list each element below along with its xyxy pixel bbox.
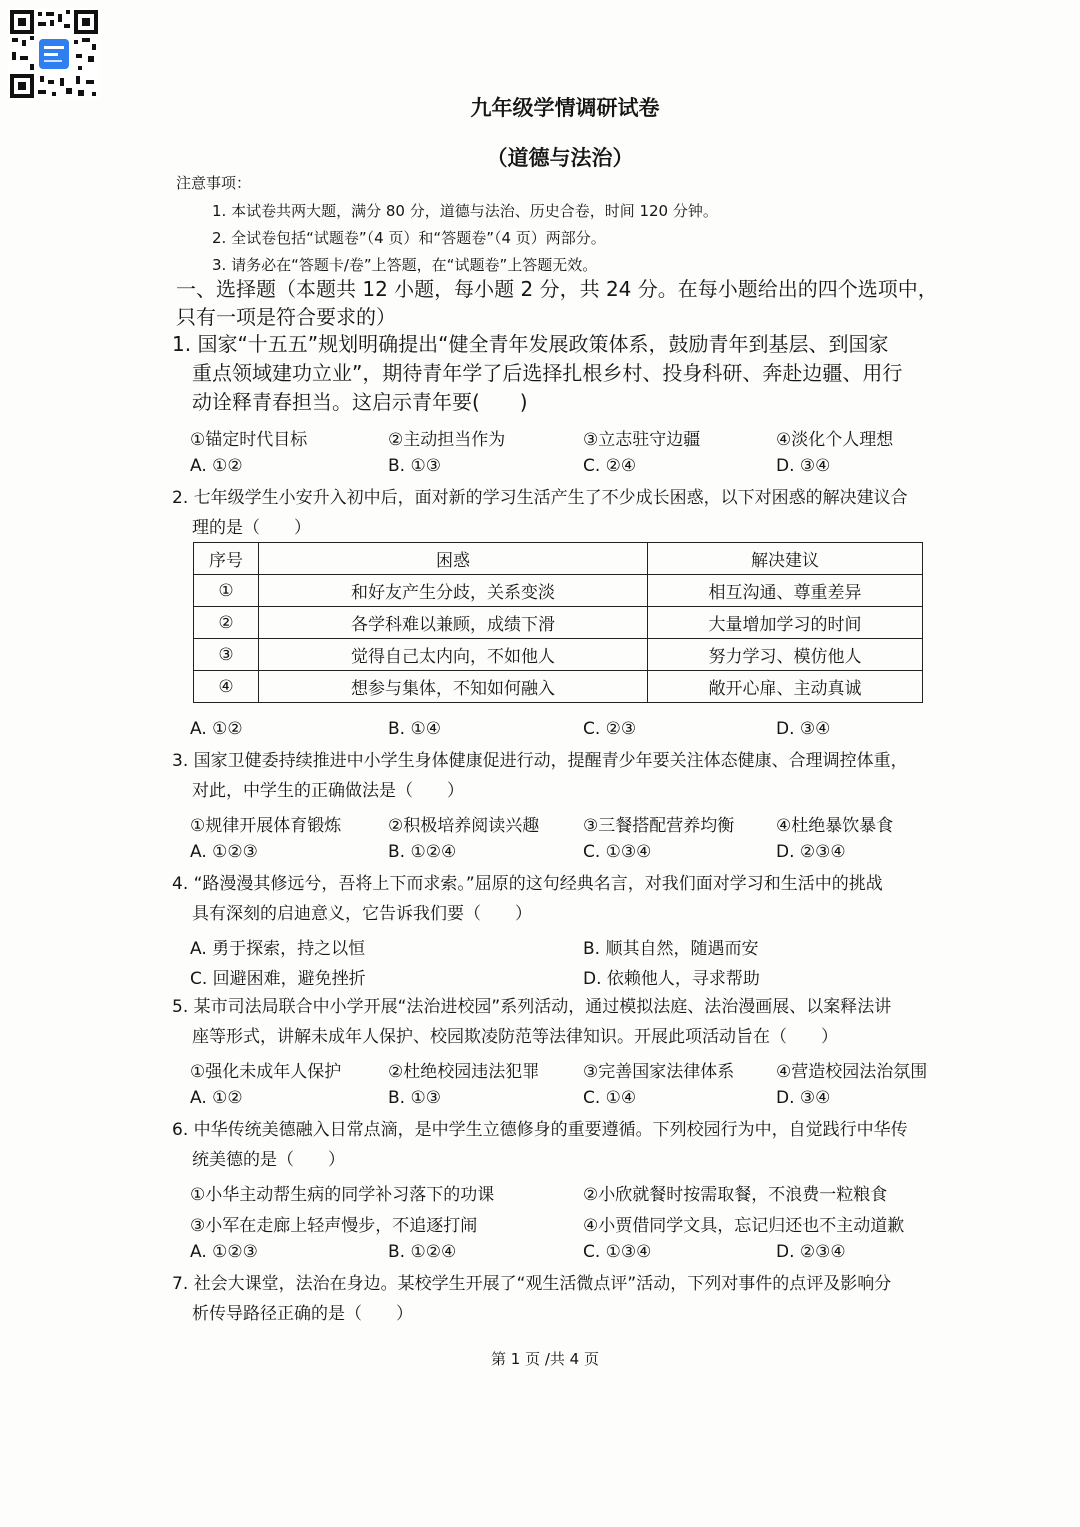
item: ②积极培养阅读兴趣 xyxy=(388,816,540,836)
confusion-table xyxy=(193,542,923,703)
option-b: B. ①④ xyxy=(388,719,441,739)
column-header: 序号 xyxy=(194,543,259,575)
item: ②主动担当作为 xyxy=(388,430,506,450)
table-cell: 大量增加学习的时间 xyxy=(648,607,923,639)
table-cell: ④ xyxy=(194,671,259,703)
table-header-row xyxy=(194,543,923,575)
table-cell: 努力学习、模仿他人 xyxy=(648,639,923,671)
question-2 xyxy=(172,483,908,543)
option-d: D. ②③④ xyxy=(776,842,846,862)
option-c: C. ①④ xyxy=(583,1088,637,1108)
question-line: 统美德的是（ ） xyxy=(192,1150,345,1170)
table-cell: ① xyxy=(194,575,259,607)
table-cell: ② xyxy=(194,607,259,639)
option-c: C. ①③④ xyxy=(583,1242,652,1262)
table-cell: 敞开心扉、主动真诚 xyxy=(648,671,923,703)
table-cell: 和好友产生分歧，关系变淡 xyxy=(259,575,648,607)
question-line: 具有深刻的启迪意义，它告诉我们要（ ） xyxy=(192,904,532,924)
qr-code xyxy=(8,8,100,100)
question-line: 座等形式，讲解未成年人保护、校园欺凌防范等法律知识。开展此项活动旨在（ ） xyxy=(192,1027,838,1047)
question-4 xyxy=(172,869,883,929)
option-a: A. ①②③ xyxy=(190,842,258,862)
item: ①强化未成年人保护 xyxy=(190,1062,342,1082)
item: ④营造校园法治氛围 xyxy=(776,1062,928,1082)
option-a: A. ①②③ xyxy=(190,1242,258,1262)
item: ②小欣就餐时按需取餐，不浪费一粒粮食 xyxy=(583,1185,888,1205)
item: ③立志驻守边疆 xyxy=(583,430,701,450)
table-cell: 想参与集体，不知如何融入 xyxy=(259,671,648,703)
option-c: C. ②④ xyxy=(583,456,637,476)
question-line: 2. 七年级学生小安升入初中后，面对新的学习生活产生了不少成长困惑，以下对困惑的解决建议合 xyxy=(172,488,908,508)
question-line: 5. 某市司法局联合中小学开展“法治进校园”系列活动，通过模拟法庭、法治漫画展、以案释法讲 xyxy=(172,997,892,1017)
option-b: B. ①③ xyxy=(388,1088,441,1108)
option-d: D. ②③④ xyxy=(776,1242,846,1262)
question-line: 析传导路径正确的是（ ） xyxy=(192,1304,413,1324)
subject-title: （道德与法治） xyxy=(486,146,634,170)
question-3 xyxy=(172,746,908,806)
table-cell: ③ xyxy=(194,639,259,671)
option-a: A. 勇于探索，持之以恒 xyxy=(190,939,366,959)
notice-item: 1. 本试卷共两大题，满分 80 分，道德与法治、历史合卷，时间 120 分钟。 xyxy=(212,202,718,220)
question-5 xyxy=(172,992,891,1052)
option-c: C. ②③ xyxy=(583,719,637,739)
question-line: 4. “路漫漫其修远兮，吾将上下而求索。”屈原的这句经典名言，对我们面对学习和生活中的挑战 xyxy=(172,874,883,894)
item: ④杜绝暴饮暴食 xyxy=(776,816,894,836)
option-a: A. ①② xyxy=(190,719,243,739)
item: ③完善国家法律体系 xyxy=(583,1062,735,1082)
option-a: A. ①② xyxy=(190,1088,243,1108)
item: ②杜绝校园违法犯罪 xyxy=(388,1062,540,1082)
item: ③三餐搭配营养均衡 xyxy=(583,816,735,836)
table-row xyxy=(194,671,923,703)
option-d: D. ③④ xyxy=(776,1088,831,1108)
item: ①锚定时代目标 xyxy=(190,430,308,450)
notice-heading: 注意事项： xyxy=(176,174,252,192)
table-cell: 各学科难以兼顾，成绩下滑 xyxy=(259,607,648,639)
question-line: 3. 国家卫健委持续推进中小学生身体健康促进行动，提醒青少年要关注体态健康、合理调控体重， xyxy=(172,751,908,771)
section-heading: 一、选择题（本题共 12 小题，每小题 2 分，共 24 分。在每小题给出的四个选项中，只有一项是符合要求的） xyxy=(176,277,938,329)
exam-title: 九年级学情调研试卷 xyxy=(470,96,660,120)
question-line: 动诠释青春担当。这启示青年要( ) xyxy=(192,390,528,414)
question-line: 理的是（ ） xyxy=(192,518,311,538)
option-b: B. ①②④ xyxy=(388,1242,457,1262)
option-d: D. 依赖他人，寻求帮助 xyxy=(583,969,760,989)
option-c: C. ①③④ xyxy=(583,842,652,862)
option-b: B. ①②④ xyxy=(388,842,457,862)
question-1 xyxy=(172,330,902,417)
page-number: 第 1 页 /共 4 页 xyxy=(491,1350,599,1368)
table-row xyxy=(194,575,923,607)
notice-item: 3. 请务必在“答题卡/卷”上答题，在“试题卷”上答题无效。 xyxy=(212,256,598,274)
item: ①小华主动帮生病的同学补习落下的功课 xyxy=(190,1185,495,1205)
option-a: A. ①② xyxy=(190,456,243,476)
question-line: 6. 中华传统美德融入日常点滴，是中学生立德修身的重要遵循。下列校园行为中，自觉践行中华传 xyxy=(172,1120,908,1140)
item: ④淡化个人理想 xyxy=(776,430,894,450)
question-line: 1. 国家“十五五”规划明确提出“健全青年发展政策体系，鼓励青年到基层、到国家 xyxy=(172,332,889,356)
notice-item: 2. 全试卷包括“试题卷”（4 页）和“答题卷”（4 页）两部分。 xyxy=(212,229,606,247)
option-d: D. ③④ xyxy=(776,456,831,476)
question-line: 重点领域建功立业”，期待青年学了后选择扎根乡村、投身科研、奔赴边疆、用行 xyxy=(192,361,903,385)
option-d: D. ③④ xyxy=(776,719,831,739)
column-header: 困惑 xyxy=(259,543,648,575)
option-b: B. 顺其自然，随遇而安 xyxy=(583,939,759,959)
item: ④小贾借同学文具，忘记归还也不主动道歉 xyxy=(583,1216,905,1236)
question-7 xyxy=(172,1269,891,1329)
question-line: 7. 社会大课堂，法治在身边。某校学生开展了“观生活微点评”活动，下列对事件的点评及影响分 xyxy=(172,1274,892,1294)
item: ①规律开展体育锻炼 xyxy=(190,816,342,836)
item: ③小军在走廊上轻声慢步，不追逐打闹 xyxy=(190,1216,478,1236)
option-c: C. 回避困难，避免挫折 xyxy=(190,969,366,989)
question-line: 对此，中学生的正确做法是（ ） xyxy=(192,781,464,801)
column-header: 解决建议 xyxy=(648,543,923,575)
table-cell: 觉得自己太内向，不如他人 xyxy=(259,639,648,671)
table-cell: 相互沟通、尊重差异 xyxy=(648,575,923,607)
table-row xyxy=(194,607,923,639)
option-b: B. ①③ xyxy=(388,456,441,476)
question-6 xyxy=(172,1115,908,1175)
table-row xyxy=(194,639,923,671)
